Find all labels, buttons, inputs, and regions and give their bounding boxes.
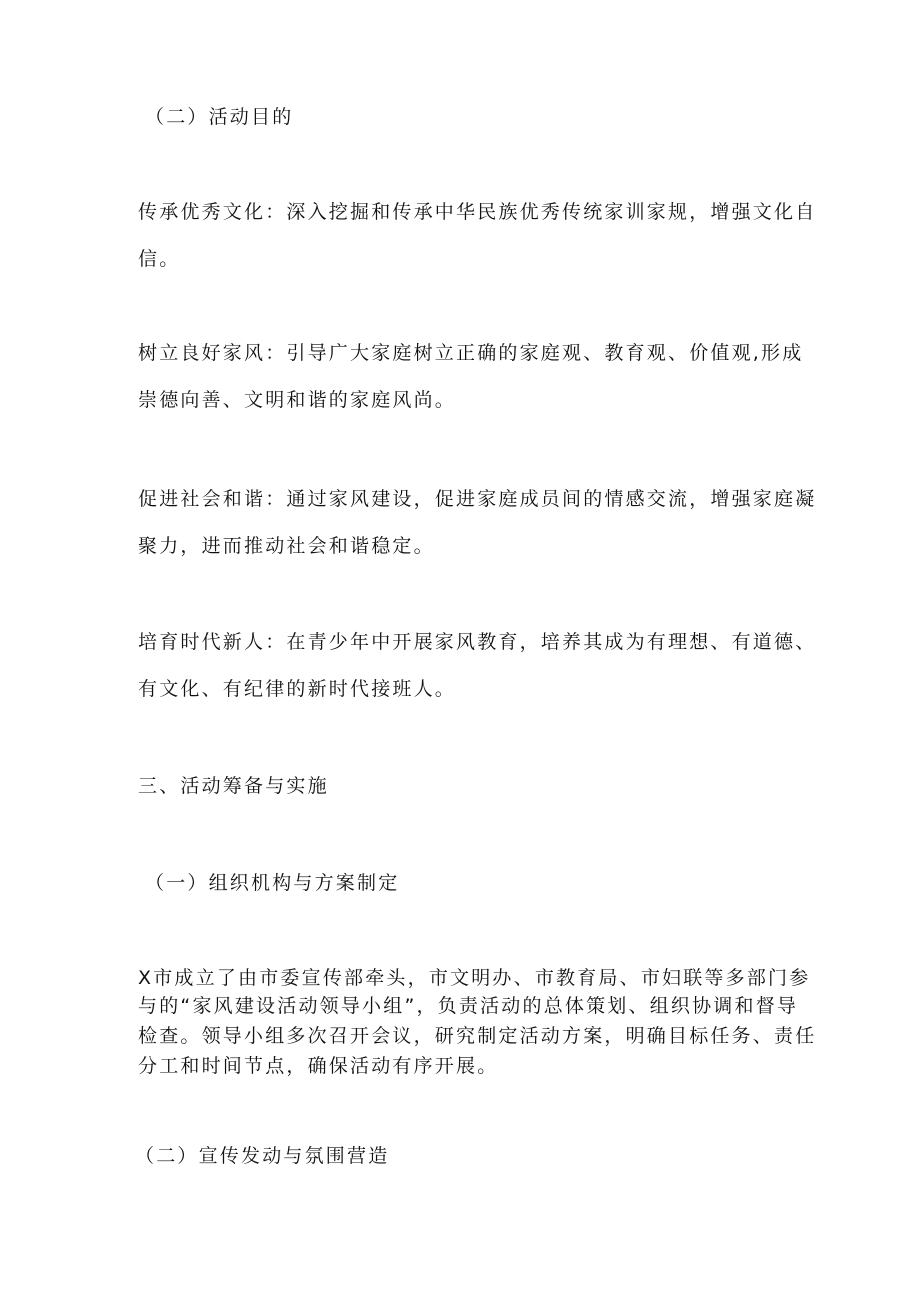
paragraph-line: 信。	[138, 248, 181, 270]
section-heading: 三、活动筹备与实施	[138, 775, 329, 797]
paragraph-line: 促进社会和谐：通过家风建设，促进家庭成员间的情感交流，增强家庭凝	[138, 488, 817, 510]
paragraph-line: 检查。领导小组多次召开会议，研究制定活动方案，明确目标任务、责任	[138, 1025, 817, 1047]
paragraph-line: 有文化、有纪律的新时代接班人。	[138, 678, 457, 700]
paragraph-line: 培育时代新人：在青少年中开展家风教育，培养其成为有理想、有道德、	[138, 631, 817, 653]
paragraph-line: 聚力，进而推动社会和谐稳定。	[138, 535, 435, 557]
heading-activity-purpose: （二）活动目的	[145, 106, 294, 128]
paragraph-line: 树立良好家风：引导广大家庭树立正确的家庭观、教育观、价值观,形成	[138, 342, 804, 364]
sub-heading-publicity: （二）宣传发动与氛围营造	[135, 1145, 390, 1167]
sub-heading-organization: （一）组织机构与方案制定	[145, 872, 400, 894]
paragraph-line: 传承优秀文化：深入挖掘和传承中华民族优秀传统家训家规，增强文化自	[138, 201, 817, 223]
paragraph-line: 与的“家风建设活动领导小组”，负责活动的总体策划、组织协调和督导	[138, 995, 799, 1017]
paragraph-line: 崇德向善、文明和谐的家庭风尚。	[138, 389, 457, 411]
paragraph-line: X市成立了由市委宣传部牵头，市文明办、市教育局、市妇联等多部门参	[138, 967, 811, 989]
paragraph-line: 分工和时间节点，确保活动有序开展。	[138, 1055, 499, 1077]
